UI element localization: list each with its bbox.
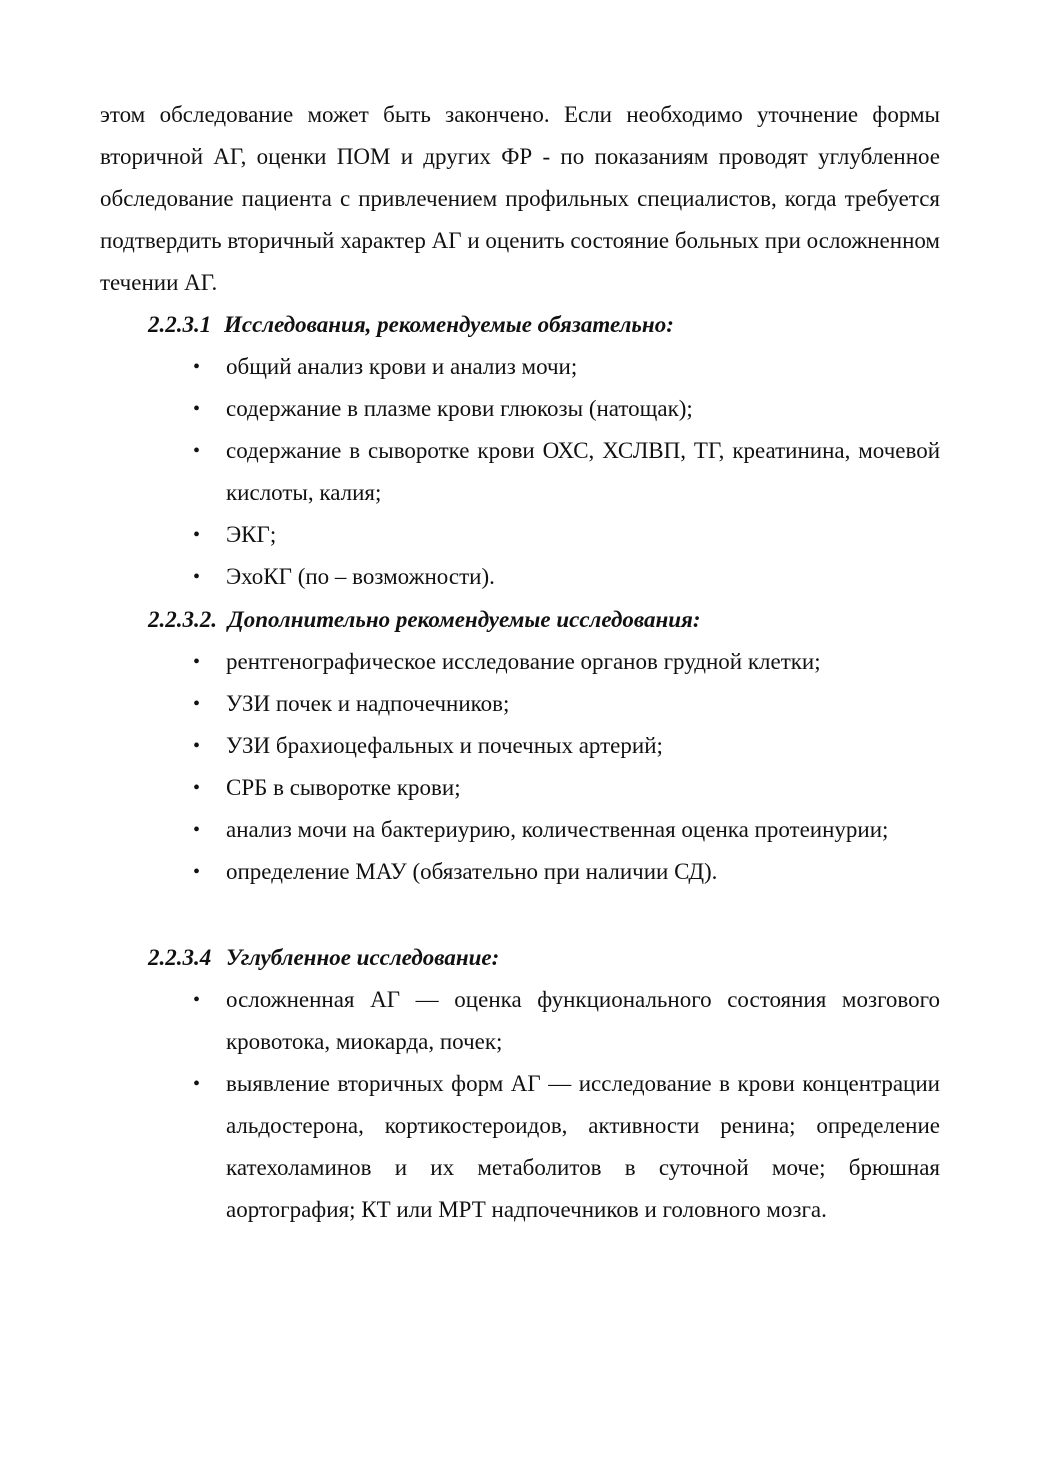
list-item-text: УЗИ брахиоцефальных и почечных артерий;	[226, 733, 663, 758]
list-item-text: выявление вторичных форм АГ — исследование в крови концентрации альдостерона, кортикостероидов, активности ренина; определение катехоламинов и их метаболитов в суточной моче; брюшная аортография; КТ или МРТ надпочечников и головного мозга.	[226, 1071, 940, 1222]
section-title: Дополнительно рекомендуемые исследования:	[228, 607, 701, 632]
bullet-icon: •	[193, 398, 201, 420]
section-number: 2.2.3.1	[148, 312, 212, 337]
list-item	[193, 767, 940, 809]
bullet-icon: •	[193, 1073, 201, 1095]
section-number: 2.2.3.4	[148, 945, 212, 970]
list-item-text: ЭКГ;	[226, 522, 277, 547]
bullet-icon: •	[193, 735, 201, 757]
list-item	[193, 556, 940, 598]
list-item	[193, 725, 940, 767]
list-item-text: содержание в плазме крови глюкозы (натощак);	[226, 396, 693, 421]
section-heading-2-2-3-4	[148, 937, 499, 979]
list-item	[193, 851, 940, 893]
bullet-icon: •	[193, 777, 201, 799]
list-item	[193, 683, 940, 725]
bullet-icon: •	[193, 524, 201, 546]
additional-tests-list	[193, 641, 940, 893]
bullet-icon: •	[193, 693, 201, 715]
in-depth-tests-list	[193, 979, 940, 1231]
list-item-text: рентгенографическое исследование органов грудной клетки;	[226, 649, 821, 674]
list-item-text: содержание в сыворотке крови ОХС, ХСЛВП, ТГ, креатинина, мочевой кислоты, калия;	[226, 438, 940, 505]
list-item	[193, 430, 940, 514]
bullet-icon: •	[193, 989, 201, 1011]
list-item	[193, 979, 940, 1063]
section-heading-2-2-3-2	[148, 599, 701, 641]
section-title: Исследования, рекомендуемые обязательно:	[224, 312, 674, 337]
list-item	[193, 514, 940, 556]
list-item	[193, 346, 940, 388]
list-item-text: общий анализ крови и анализ мочи;	[226, 354, 578, 379]
bullet-icon: •	[193, 651, 201, 673]
list-item-text: ЭхоКГ (по – возможности).	[226, 564, 495, 589]
list-item-text: СРБ в сыворотке крови;	[226, 775, 461, 800]
section-heading-2-2-3-1	[148, 304, 674, 346]
list-item	[193, 1063, 940, 1231]
bullet-icon: •	[193, 861, 201, 883]
list-item	[193, 388, 940, 430]
required-tests-list	[193, 346, 940, 598]
list-item-text: определение МАУ (обязательно при наличии СД).	[226, 859, 718, 884]
list-item-text: осложненная АГ — оценка функционального состояния мозгового кровотока, миокарда, почек;	[226, 987, 940, 1054]
list-item	[193, 809, 940, 851]
bullet-icon: •	[193, 356, 201, 378]
bullet-icon: •	[193, 566, 201, 588]
bullet-icon: •	[193, 440, 201, 462]
section-number: 2.2.3.2.	[148, 607, 217, 632]
list-item-text: анализ мочи на бактериурию, количественная оценка протеинурии;	[226, 817, 889, 842]
list-item-text: УЗИ почек и надпочечников;	[226, 691, 510, 716]
intro-paragraph: этом обследование может быть закончено. Если необходимо уточнение формы вторичной АГ, оценки ПОМ и других ФР - по показаниям проводят углубленное обследование пациента с привлечением профильных специалистов, когда требуется подтвердить вторичный характер АГ и оценить состояние больных при осложненном течении АГ.	[100, 102, 940, 295]
section-title: Углубленное исследование:	[226, 945, 500, 970]
list-item	[193, 641, 940, 683]
bullet-icon: •	[193, 819, 201, 841]
